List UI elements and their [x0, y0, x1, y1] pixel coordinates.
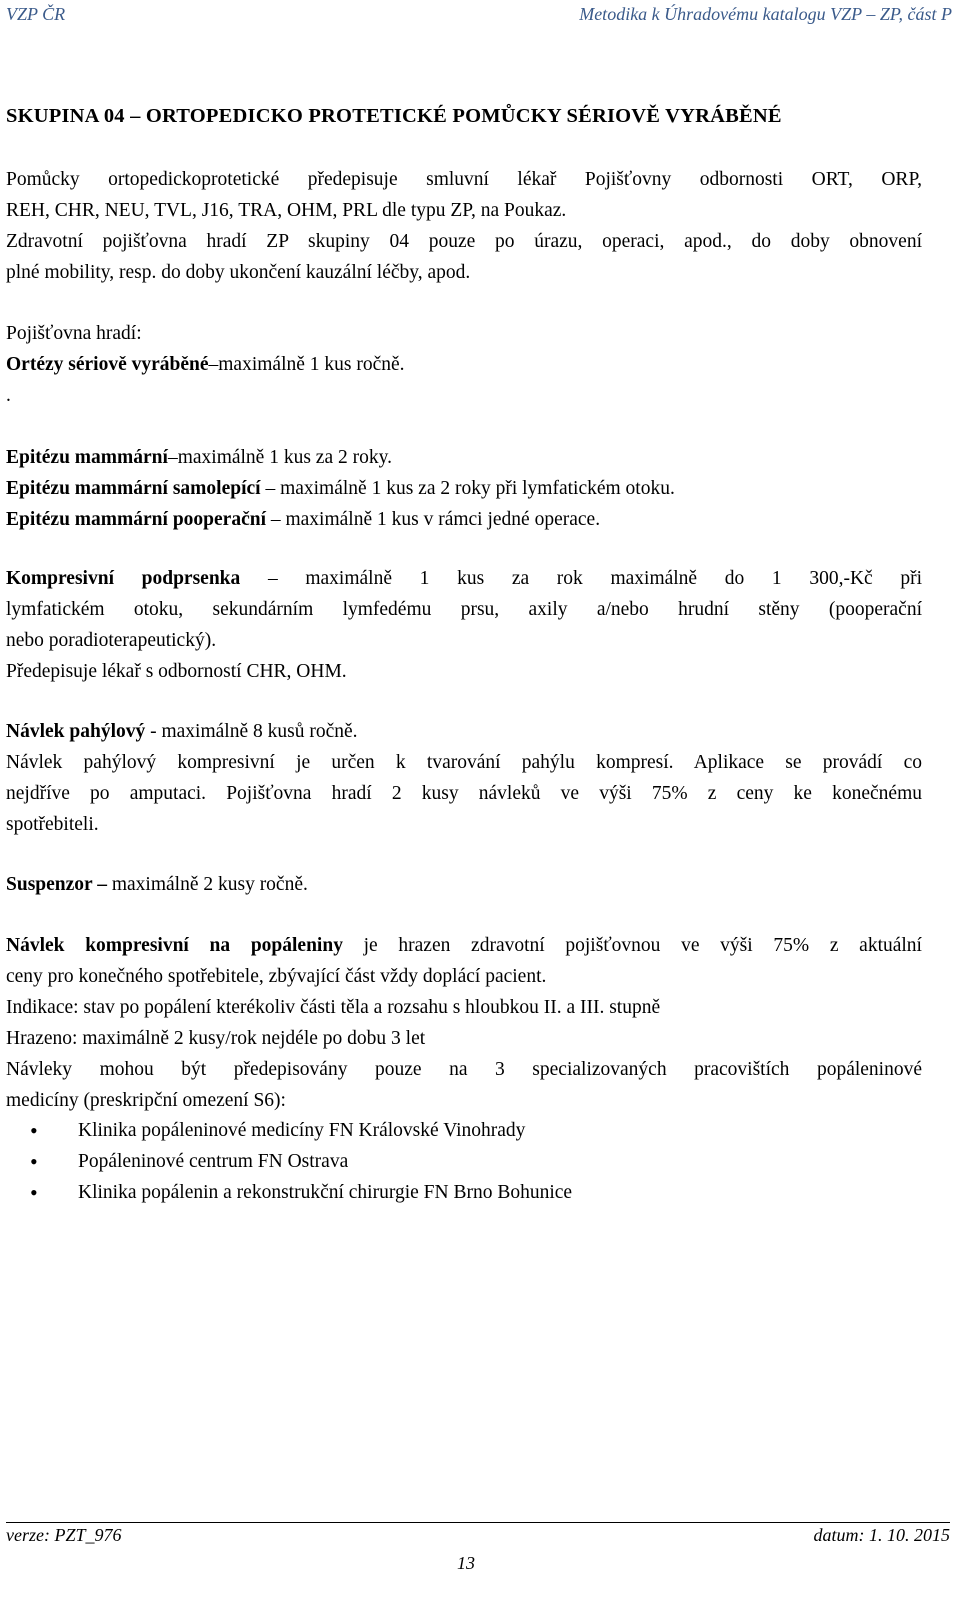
popaleniny-line-3: Indikace: stav po popálení kterékoliv části těla a rozsahu s hloubkou II. a III. stupně: [6, 997, 661, 1018]
navlek-line-1: [6, 716, 358, 747]
popaleniny-line-5: Návleky mohou být předepisovány pouze na 3 specializovaných pracovištích popáleninové: [6, 1059, 922, 1080]
intro-line-1: Pomůcky ortopedickoprotetické předepisuje smluvní lékař Pojišťovny odbornosti ORT, ORP,: [6, 169, 922, 190]
navlek-rest: - maximálně 8 kusů ročně.: [145, 721, 358, 742]
epiteza-1-bold: Epitézu mammární: [6, 447, 168, 468]
separator-dot: .: [6, 385, 11, 406]
navlek-line-4: spotřebiteli.: [6, 814, 99, 835]
navlek-line-3: nejdříve po amputaci. Pojišťovna hradí 2 kusy návleků ve výši 75% z ceny ke konečnému: [6, 783, 922, 804]
navlek-line-2: Návlek pahýlový kompresivní je určen k tvarování pahýlu kompresí. Aplikace se provádí co: [6, 752, 922, 773]
navlek-bold: Návlek pahýlový: [6, 721, 146, 742]
covers-label: Pojišťovna hradí:: [6, 323, 142, 344]
epiteza-2: [6, 473, 675, 504]
popaleniny-bold: Návlek kompresivní na popáleniny: [6, 935, 343, 956]
page-number: 13: [457, 1553, 475, 1573]
ortezy-bold: Ortézy sériově vyráběné: [6, 354, 209, 375]
kompresivni-line-4: Předepisuje lékař s odborností CHR, OHM.: [6, 661, 347, 682]
clinic-list-item: Popáleninové centrum FN Ostrava: [78, 1151, 349, 1172]
epiteza-3-rest: – maximálně 1 kus v rámci jedné operace.: [265, 509, 601, 530]
kompresivni-line-3: nebo poradioterapeutický).: [6, 630, 217, 651]
ortezy-rest: –maximálně 1 kus ročně.: [208, 354, 405, 375]
kompresivni-rest: – maximálně 1 kus za rok maximálně do 1 300,-Kč při: [240, 568, 923, 589]
epiteza-1-rest: –maximálně 1 kus za 2 roky.: [167, 447, 392, 468]
popaleniny-rest: je hrazen zdravotní pojišťovnou ve výši 75% z aktuální: [342, 935, 922, 956]
footer-date: datum: 1. 10. 2015: [813, 1525, 950, 1545]
clinic-list-item: Klinika popáleninové medicíny FN Královské Vinohrady: [78, 1120, 526, 1141]
kompresivni-bold: Kompresivní podprsenka: [6, 568, 241, 589]
suspenzor-paragraph: [6, 869, 308, 900]
kompresivni-line-1: [6, 563, 922, 594]
intro-line-4: plné mobility, resp. do doby ukončení kauzální léčby, apod.: [6, 262, 471, 283]
clinic-list-item: Klinika popálenin a rekonstrukční chirurgie FN Brno Bohunice: [78, 1182, 573, 1203]
ortezy-paragraph: [6, 349, 405, 380]
footer-divider: [6, 1522, 950, 1523]
epiteza-3-bold: Epitézu mammární pooperační: [6, 509, 266, 530]
epiteza-2-bold: Epitézu mammární samolepící: [6, 478, 261, 499]
popaleniny-line-2: ceny pro konečného spotřebitele, zbývající část vždy doplácí pacient.: [6, 966, 547, 987]
intro-line-2: REH, CHR, NEU, TVL, J16, TRA, OHM, PRL dle typu ZP, na Poukaz.: [6, 200, 567, 221]
header-left: VZP ČR: [6, 4, 66, 24]
epiteza-3: [6, 504, 600, 535]
kompresivni-line-2: lymfatickém otoku, sekundárním lymfedému prsu, axily a/nebo hrudní stěny (pooperační: [6, 599, 922, 620]
popaleniny-line-6: medicíny (preskripční omezení S6):: [6, 1090, 286, 1111]
bullet-icon: •: [30, 1180, 38, 1205]
intro-line-3: Zdravotní pojišťovna hradí ZP skupiny 04 pouze po úrazu, operaci, apod., do doby obnovení: [6, 231, 922, 252]
footer-version: verze: PZT_976: [6, 1525, 122, 1545]
bullet-icon: •: [30, 1149, 38, 1174]
header-right: Metodika k Úhradovému katalogu VZP – ZP, část P: [579, 4, 952, 24]
section-heading: SKUPINA 04 – ORTOPEDICKO PROTETICKÉ POMŮCKY SÉRIOVĚ VYRÁBĚNÉ: [6, 105, 782, 127]
popaleniny-line-1: [6, 930, 922, 961]
epiteza-2-rest: – maximálně 1 kus za 2 roky při lymfatickém otoku.: [260, 478, 675, 499]
bullet-icon: •: [30, 1118, 38, 1143]
suspenzor-bold: Suspenzor –: [6, 874, 107, 895]
epiteza-1: [6, 442, 392, 473]
popaleniny-line-4: Hrazeno: maximálně 2 kusy/rok nejdéle po dobu 3 let: [6, 1028, 426, 1049]
suspenzor-rest: maximálně 2 kusy ročně.: [106, 874, 308, 895]
